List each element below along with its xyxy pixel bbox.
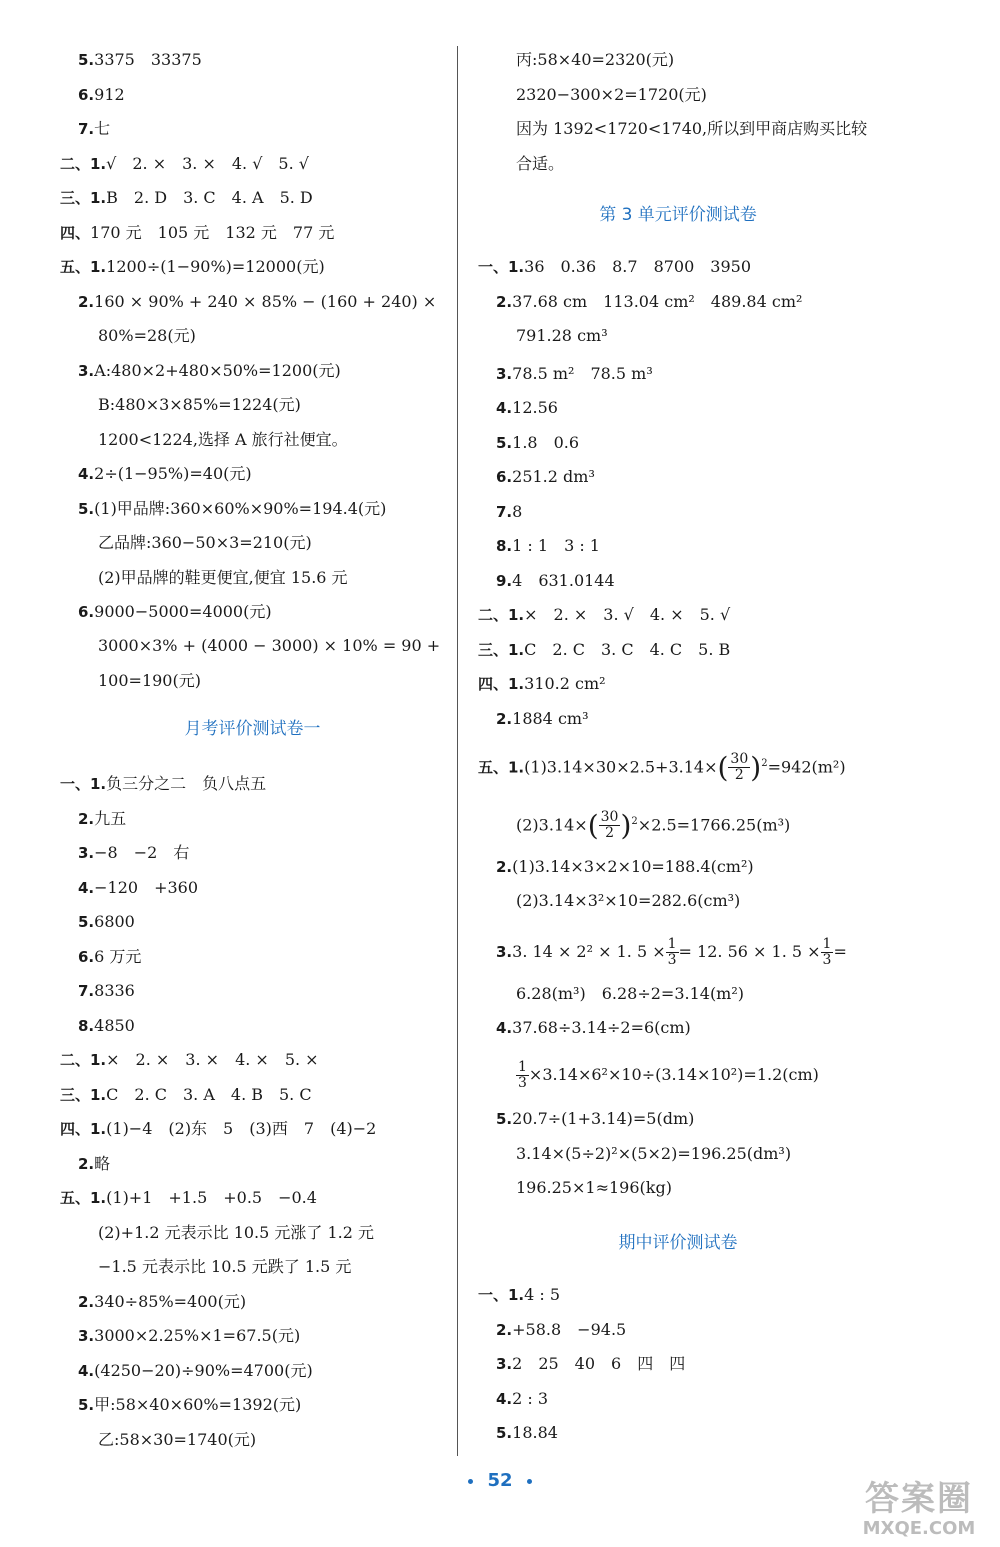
answer-text: 2 : 3 <box>512 1389 549 1408</box>
formula-line: (2)3.14×( $\frac{30}{2}$ )$^2$×2.5=1766.25(m³) <box>516 808 791 842</box>
answer-text: 九五 <box>94 809 127 828</box>
answer-text: B 2. D 3. C 4. A 5. D <box>106 188 313 207</box>
answer-text: 4 631.0144 <box>512 571 615 590</box>
item-number: 9. <box>496 572 513 590</box>
answer-text: (4250−20)÷90%=4700(元) <box>94 1361 313 1380</box>
answer-line <box>60 1083 312 1107</box>
answer-line <box>496 396 558 420</box>
answer-line <box>78 1290 246 1314</box>
answer-text: 12.56 <box>512 398 558 417</box>
answer-text: 310.2 cm² <box>524 674 606 693</box>
item-number: 2. <box>78 1155 95 1173</box>
item-number: 二、1. <box>478 606 525 624</box>
answer-text: 1884 cm³ <box>512 709 589 728</box>
answer-line <box>496 362 653 386</box>
item-number: 5. <box>78 51 95 69</box>
answer-line <box>78 48 202 72</box>
answer-text: 196.25×1≈196(kg) <box>516 1178 672 1197</box>
watermark-logo: 答案圈 MXQE.COM <box>862 1479 976 1539</box>
answer-text: 乙品牌:360−50×3=210(元) <box>98 533 312 552</box>
column-divider <box>457 46 458 1456</box>
item-number: 5. <box>496 1110 513 1128</box>
section-title: 月考评价测试卷一 <box>184 719 321 739</box>
answer-text: 160 × 90% + 240 × 85% − (160 + 240) × <box>94 292 437 311</box>
answer-text: A:480×2+480×50%=1200(元) <box>94 361 341 380</box>
answer-text: 18.84 <box>512 1423 558 1442</box>
answer-line <box>496 1318 626 1342</box>
item-number: 5. <box>496 1424 513 1442</box>
answer-text: 251.2 dm³ <box>512 467 595 486</box>
answer-text: 1200÷(1−90%)=12000(元) <box>106 257 325 276</box>
answer-line <box>78 1152 110 1176</box>
answer-text: √ 2. × 3. × 4. √ 5. √ <box>106 154 309 173</box>
answer-text: 80%=28(元) <box>98 326 196 345</box>
answer-line <box>60 1048 319 1072</box>
answer-text: 2 25 40 6 四 四 <box>512 1354 686 1373</box>
answer-text: 略 <box>94 1154 111 1173</box>
item-number: 4. <box>78 1362 95 1380</box>
answer-line <box>496 465 595 489</box>
answer-line <box>60 255 325 279</box>
item-number: 2. <box>78 293 95 311</box>
answer-text: 100=190(元) <box>98 671 201 690</box>
item-number: 6. <box>78 86 95 104</box>
answer-line <box>496 1387 548 1411</box>
answer-line <box>78 1324 300 1348</box>
item-number: 3. <box>496 365 513 383</box>
answer-text: 2320−300×2=1720(元) <box>516 85 707 104</box>
answer-text: 170 元 105 元 132 元 77 元 <box>90 223 335 242</box>
answer-line <box>78 876 198 900</box>
item-number: 5. <box>78 1396 95 1414</box>
answer-line <box>478 672 606 696</box>
answer-line <box>516 48 674 72</box>
page-number: 52 <box>0 1470 1000 1491</box>
answer-text: −8 −2 右 <box>94 843 190 862</box>
answer-text: 3.14×(5÷2)²×(5×2)=196.25(dm³) <box>516 1144 792 1163</box>
answer-text: 负三分之二 负八点五 <box>106 774 267 793</box>
section-title: 第 3 单元评价测试卷 <box>599 205 757 225</box>
answer-line <box>78 1393 301 1417</box>
answer-text: 4 : 5 <box>524 1285 561 1304</box>
answer-line <box>496 534 600 558</box>
answer-text: (2)+1.2 元表示比 10.5 元涨了 1.2 元 <box>98 1223 375 1242</box>
answer-line <box>98 531 312 555</box>
answer-text: 6800 <box>94 912 135 931</box>
answer-line <box>516 152 564 176</box>
formula-text: ×2.5=1766.25(m³) <box>637 815 791 835</box>
answer-line <box>478 1283 560 1307</box>
item-number: 7. <box>78 120 95 138</box>
answer-line <box>78 945 141 969</box>
item-number: 一、1. <box>60 775 107 793</box>
answer-text: 七 <box>94 119 111 138</box>
item-number: 4. <box>496 399 513 417</box>
answer-text: 6 万元 <box>94 947 142 966</box>
answer-line <box>516 889 740 913</box>
answer-text: B:480×3×85%=1224(元) <box>98 395 301 414</box>
formula-line: 五、1.(1)3.14×30×2.5+3.14×( $\frac{30}{2}$ )$^2$=942(m²) <box>478 750 846 784</box>
answer-text: 6.28(m³) 6.28÷2=3.14(m²) <box>516 984 745 1003</box>
item-number: 二、1. <box>60 1051 107 1069</box>
item-number: 6. <box>78 603 95 621</box>
item-number: 四、1. <box>478 675 525 693</box>
answer-text: (1)−4 (2)东 5 (3)西 7 (4)−2 <box>106 1119 377 1138</box>
item-number: 三、1. <box>60 1086 107 1104</box>
item-number: 2. <box>496 858 513 876</box>
answer-line <box>78 117 110 141</box>
answer-line <box>516 1142 791 1166</box>
answer-line <box>516 1176 672 1200</box>
item-number: 6. <box>496 468 513 486</box>
item-number: 6. <box>78 948 95 966</box>
item-number: 3. <box>78 362 95 380</box>
answer-text: −1.5 元表示比 10.5 元跌了 1.5 元 <box>98 1257 352 1276</box>
item-number: 7. <box>496 503 513 521</box>
answer-text: 36 0.36 8.7 8700 3950 <box>524 257 752 276</box>
answer-text: 8 <box>512 502 523 521</box>
item-number: 8. <box>496 537 513 555</box>
item-number: 3. <box>496 1355 513 1373</box>
section-title: 期中评价测试卷 <box>618 1233 738 1253</box>
answer-line <box>98 566 348 590</box>
answer-line <box>516 117 867 141</box>
answer-line <box>496 1016 691 1040</box>
answer-line <box>496 431 579 455</box>
answer-line <box>496 290 802 314</box>
item-number: 一、1. <box>478 1286 525 1304</box>
answer-line <box>98 324 196 348</box>
answer-line <box>78 979 135 1003</box>
answer-text: 340÷85%=400(元) <box>94 1292 247 1311</box>
answer-text: 4850 <box>94 1016 135 1035</box>
answer-line <box>98 669 201 693</box>
fraction: $\frac{30}{2}$ <box>730 751 749 784</box>
fraction: $\frac{1}{3}$ <box>667 936 677 968</box>
answer-text: 3000×2.25%×1=67.5(元) <box>94 1326 301 1345</box>
answer-text: 78.5 m² 78.5 m³ <box>512 364 653 383</box>
answer-text: −120 +360 <box>94 878 199 897</box>
formula-text: = <box>833 942 847 961</box>
item-number: 5. <box>78 913 95 931</box>
answer-text: × 2. × 3. √ 4. × 5. √ <box>524 605 731 624</box>
answer-line <box>516 982 744 1006</box>
answer-text: 乙:58×30=1740(元) <box>98 1430 257 1449</box>
answer-line <box>98 1428 256 1452</box>
answer-line <box>78 497 386 521</box>
answer-line <box>478 603 730 627</box>
item-number: 一、1. <box>478 258 525 276</box>
answer-line <box>78 1014 135 1038</box>
item-number: 2. <box>78 810 95 828</box>
dot-icon <box>468 1479 473 1484</box>
formula-line <box>496 936 847 968</box>
answer-text: 8336 <box>94 981 135 1000</box>
item-number: 四、 <box>60 224 91 242</box>
item-number: 5. <box>78 500 95 518</box>
fraction: $\frac{1}{3}$ <box>822 936 832 968</box>
item-number: 三、1. <box>60 189 107 207</box>
fraction: $\frac{1}{3}$ <box>518 1059 527 1091</box>
answer-text: 791.28 cm³ <box>516 326 608 345</box>
dot-icon <box>527 1479 532 1484</box>
item-number: 4. <box>78 879 95 897</box>
answer-line <box>60 152 309 176</box>
item-number: 五、1. <box>60 1189 107 1207</box>
answer-text: (1)甲品牌:360×60%×90%=194.4(元) <box>94 499 387 518</box>
answer-line <box>60 221 334 245</box>
answer-text: 丙:58×40=2320(元) <box>516 50 675 69</box>
answer-text: 1.8 0.6 <box>512 433 580 452</box>
answer-line <box>78 290 436 314</box>
answer-line <box>60 186 313 210</box>
answer-text: 37.68÷3.14÷2=6(cm) <box>512 1018 691 1037</box>
answer-line <box>78 600 272 624</box>
answer-line <box>496 500 522 524</box>
answer-text: 9000−5000=4000(元) <box>94 602 272 621</box>
answer-line <box>78 1359 313 1383</box>
item-number: 三、1. <box>478 641 525 659</box>
item-number: 4. <box>78 465 95 483</box>
fraction: $\frac{30}{2}$ <box>600 809 619 842</box>
answer-text: C 2. C 3. A 4. B 5. C <box>106 1085 312 1104</box>
item-number: 7. <box>78 982 95 1000</box>
answer-line <box>78 359 341 383</box>
answer-line <box>78 910 135 934</box>
answer-text: 912 <box>94 85 125 104</box>
item-number: 2. <box>496 710 513 728</box>
answer-text: 1 : 1 3 : 1 <box>512 536 600 555</box>
item-number: 2. <box>496 293 513 311</box>
answer-text: 甲:58×40×60%=1392(元) <box>94 1395 302 1414</box>
item-number: 3. <box>78 1327 95 1345</box>
answer-text: 1200<1224,选择 A 旅行社便宜。 <box>98 430 348 449</box>
answer-line <box>98 1221 374 1245</box>
answer-text: × 2. × 3. × 4. × 5. × <box>106 1050 319 1069</box>
answer-line <box>78 841 189 865</box>
answer-line <box>516 83 707 107</box>
answer-line <box>496 1352 685 1376</box>
formula-text: = 12. 56 × 1. 5 × <box>678 942 821 961</box>
answer-text: 20.7÷(1+3.14)=5(dm) <box>512 1109 695 1128</box>
answer-text: 3375 33375 <box>94 50 202 69</box>
item-number: 4. <box>496 1019 513 1037</box>
item-number: 四、1. <box>60 1120 107 1138</box>
answer-line <box>98 1255 351 1279</box>
answer-text: 37.68 cm 113.04 cm² 489.84 cm² <box>512 292 803 311</box>
formula-text: (2)3.14× <box>516 815 588 835</box>
answer-text: 因为 1392<1720<1740,所以到甲商店购买比较 <box>516 119 868 138</box>
item-number: 2. <box>496 1321 513 1339</box>
formula-text: (1)3.14×30×2.5+3.14× <box>524 757 718 777</box>
answer-line <box>496 707 589 731</box>
item-number: 3. <box>78 844 95 862</box>
answer-line <box>516 324 608 348</box>
item-number: 3. <box>496 943 513 961</box>
formula-text: ×3.14×6²×10÷(3.14×10²)=1.2(cm) <box>528 1065 819 1084</box>
answer-line <box>98 393 301 417</box>
answer-line <box>496 1107 694 1131</box>
item-number: 二、1. <box>60 155 107 173</box>
answer-text: 3000×3% + (4000 − 3000) × 10% = 90 + <box>98 636 441 655</box>
answer-line <box>496 569 615 593</box>
answer-line <box>496 1421 558 1445</box>
answer-line <box>496 855 754 879</box>
answer-text: 合适。 <box>516 154 565 173</box>
answer-line <box>78 807 126 831</box>
answer-line <box>60 1186 317 1210</box>
answer-line <box>60 1117 376 1141</box>
answer-line <box>478 255 751 279</box>
answer-line <box>98 428 348 452</box>
answer-line <box>78 83 125 107</box>
answer-text: +58.8 −94.5 <box>512 1320 627 1339</box>
item-number: 2. <box>78 1293 95 1311</box>
answer-line <box>478 638 730 662</box>
answer-text: (2)甲品牌的鞋更便宜,便宜 15.6 元 <box>98 568 348 587</box>
item-number: 5. <box>496 434 513 452</box>
item-number: 8. <box>78 1017 95 1035</box>
answer-line <box>60 772 266 796</box>
item-number: 五、1. <box>60 258 107 276</box>
answer-text: (2)3.14×3²×10=282.6(cm³) <box>516 891 741 910</box>
answer-text: (1)3.14×3×2×10=188.4(cm²) <box>512 857 754 876</box>
answer-line <box>78 462 252 486</box>
formula-text: 3. 14 × 2² × 1. 5 × <box>512 942 666 961</box>
item-number: 4. <box>496 1390 513 1408</box>
formula-line <box>516 1059 819 1091</box>
answer-text: (1)+1 +1.5 +0.5 −0.4 <box>106 1188 317 1207</box>
answer-line <box>98 634 440 658</box>
item-number: 五、1. <box>478 758 525 777</box>
formula-text: =942(m²) <box>767 757 846 777</box>
answer-text: C 2. C 3. C 4. C 5. B <box>524 640 731 659</box>
answer-text: 2÷(1−95%)=40(元) <box>94 464 252 483</box>
